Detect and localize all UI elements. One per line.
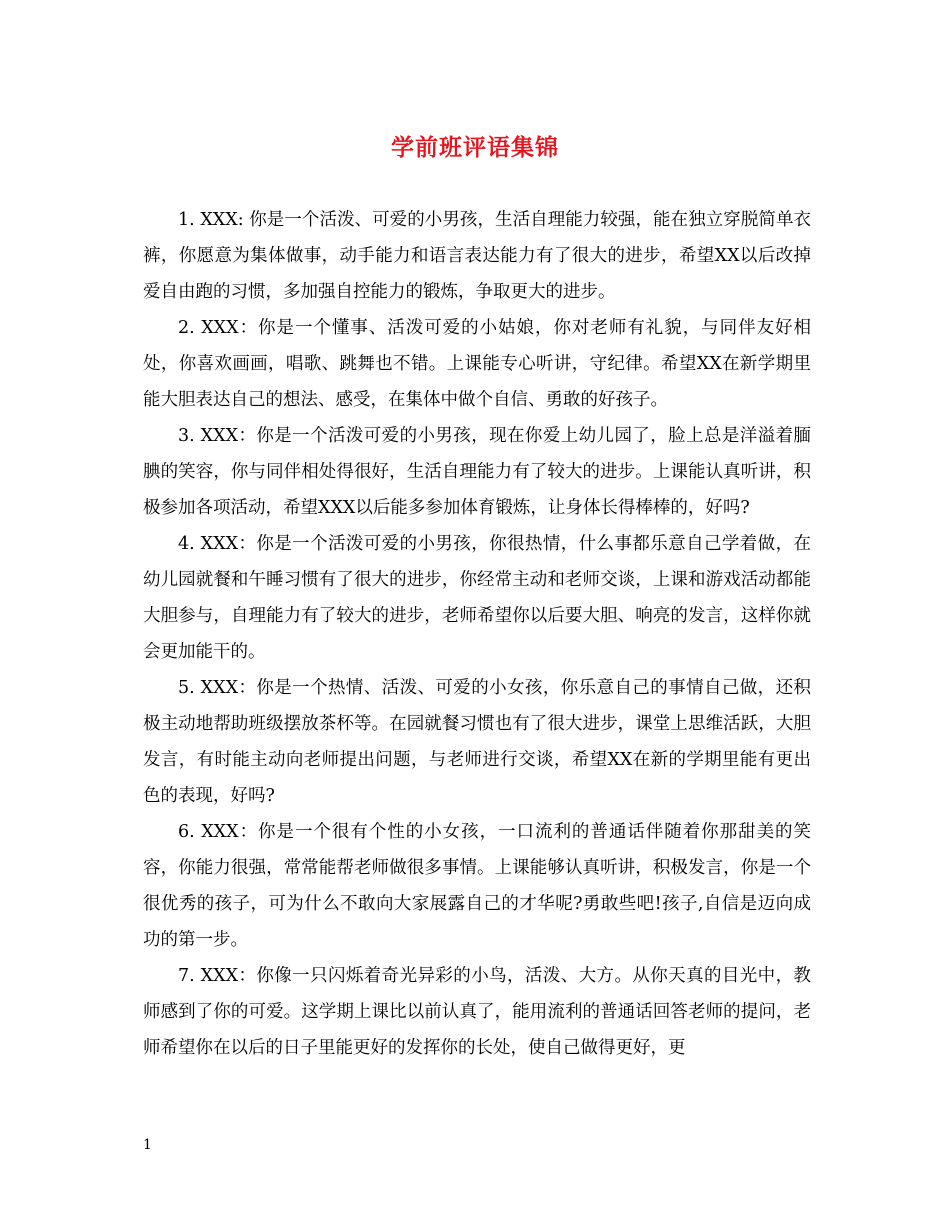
- page-number: 1: [143, 1137, 152, 1153]
- paragraph-5: 5. XXX：你是一个热情、活泼、可爱的小女孩，你乐意自己的事情自己做，还积极主动地帮助班级摆放茶杯等。在园就餐习惯也有了很大进步，课堂上思维活跃，大胆发言，有时能主动向老师提出问题，与老师进行交谈，希望XX在新的学期里能有更出色的表现，好吗?: [143, 678, 811, 806]
- document-title: 学前班评语集锦: [391, 134, 559, 161]
- paragraph-6: 6. XXX：你是一个很有个性的小女孩，一口流利的普通话伴随着你那甜美的笑容，你能力很强，常常能帮老师做很多事情。上课能够认真听讲，积极发言，你是一个很优秀的孩子，可为什么不敢向大家展露自己的才华呢?勇敢些吧!孩子,自信是迈向成功的第一步。: [143, 822, 811, 950]
- paragraph-2: 2. XXX：你是一个懂事、活泼可爱的小姑娘，你对老师有礼貌，与同伴友好相处，你喜欢画画，唱歌、跳舞也不错。上课能专心听讲，守纪律。希望XX在新学期里能大胆表达自己的想法、感受，在集体中做个自信、勇敢的好孩子。: [143, 318, 811, 410]
- document-body: [143, 202, 811, 1066]
- paragraph-1: 1. XXX: 你是一个活泼、可爱的小男孩，生活自理能力较强，能在独立穿脱简单衣裤，你愿意为集体做事，动手能力和语言表达能力有了很大的进步，希望XX以后改掉爱自由跑的习惯，多加强自控能力的锻炼，争取更大的进步。: [143, 210, 811, 302]
- paragraph-4: 4. XXX：你是一个活泼可爱的小男孩，你很热情，什么事都乐意自己学着做，在幼儿园就餐和午睡习惯有了很大的进步，你经常主动和老师交谈，上课和游戏活动都能大胆参与，自理能力有了较大的进步，老师希望你以后要大胆、响亮的发言，这样你就会更加能干的。: [143, 534, 811, 662]
- paragraph-7: 7. XXX：你像一只闪烁着奇光异彩的小鸟，活泼、大方。从你天真的目光中，教师感到了你的可爱。这学期上课比以前认真了，能用流利的普通话回答老师的提问，老师希望你在以后的日子里能更好的发挥你的长处，使自己做得更好，更: [143, 966, 811, 1058]
- paragraph-3: 3. XXX：你是一个活泼可爱的小男孩，现在你爱上幼儿园了，脸上总是洋溢着腼腆的笑容，你与同伴相处得很好，生活自理能力有了较大的进步。上课能认真听讲，积极参加各项活动，希望XXX以后能多参加体育锻炼，让身体长得棒棒的，好吗?: [143, 426, 811, 518]
